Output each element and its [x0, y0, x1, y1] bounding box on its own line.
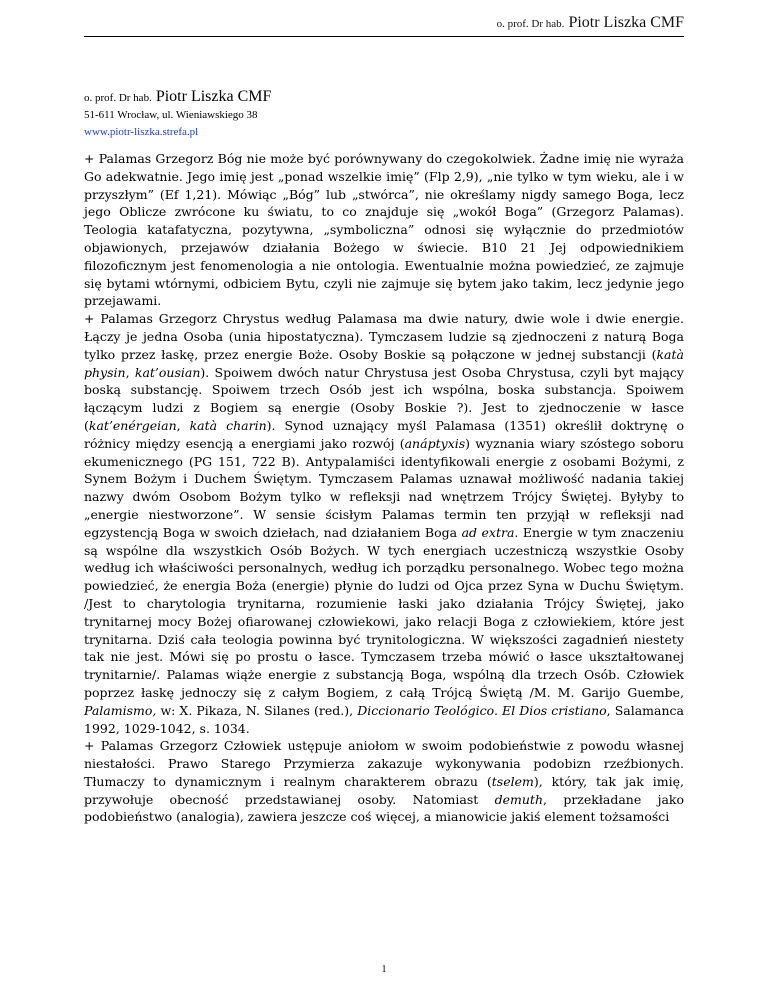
- paragraph-2: [84, 310, 684, 737]
- page-number: 1: [381, 964, 387, 975]
- italic-term: tselem: [491, 773, 534, 789]
- text-run: + Palamas Grzegorz Chrystus według Palamasa ma dwie natury, dwie wole i dwie energie. Łączy je jedna Osoba (unia hipostatyczna). Tymczasem ludzie są zjednoczeni z naturą Boga tylko przez łaskę, przez energie Boże. Osoby Boskie są połączone w jednej substancji (: [84, 311, 684, 362]
- italic-term: katà physin: [84, 346, 684, 380]
- italic-term: katà charin: [189, 417, 267, 433]
- italic-term: kat’enérgeian: [88, 417, 177, 433]
- italic-citation: Diccionario Teológico. El Dios cristiano: [357, 702, 607, 718]
- italic-term: anáptyxis: [404, 435, 466, 451]
- italic-term: ad extra: [461, 524, 515, 540]
- author-title-line: [84, 86, 271, 109]
- text-run: + Palamas Grzegorz Człowiek ustępuje aniołom w swoim podobieństwie z powodu własnej niestałości. Prawo Starego Przymierza zakazuje wykonywania podobizn rzeźbionych. Tłumaczy to dynamicznym i realnym charakterem obrazu (: [84, 738, 684, 789]
- text-run: , Salamanca 1992, 1029-1042, s. 1034.: [84, 702, 684, 736]
- author-title-prefix: o. prof. Dr hab.: [84, 92, 152, 104]
- text-run: ,: [125, 364, 135, 380]
- header-author-name: Piotr Liszka CMF: [568, 14, 684, 31]
- italic-term: kat’ousian: [134, 364, 201, 380]
- text-run: . Energie w tym znaczeniu są wspólne dla wszystkich Osób Bożych. W tych energiach uczestniczą wszystkie Osoby według ich właściwości personalnych, według ich porządku personalnego. Wobec tego można powiedzieć, że energia Boża (energie) płynie do ludzi od Ojca przez Syna w Duchu Świętym. /Jest to charytologia trynitarna, rozumienie łaski jako działania Trójcy Świętej, jako trynitarnej mocy Bożej ofiarowanej człowiekowi, jako relacji Boga z człowiekiem, które jest trynitarna. Dziś cała teologia powinna być trynitologiczna. W większości zagadnień niestety tak nie jest. Mówi się po prostu o łasce. Tymczasem trzeba mówić o łasce ukształtowanej trynitarnie/. Palamas wiąże energie z substancją Boga, wspólną dla trzech Osób. Człowiek poprzez łaskę jednoczy się z całym Bogiem, z całą Trójcą Świętą /M. M. Garijo Guembe,: [84, 524, 684, 700]
- author-website-link[interactable]: www.piotr-liszka.strefa.pl: [84, 126, 199, 138]
- text-run: ) wyznania wiary szóstego soboru ekumenicznego (PG 151, 722 B). Antypalamiści identyfikowali energie z osobami Bożymi, z Synem Bożym i Duchem Świętym. Tymczasem Palamas uznawał możliwość nadania takiej nazwy dwóm Osobom Bożym tylko w refleksji nad wnętrzem Trójcy Świętej. Byłyby to „energie niestworzone”. W sensie ścisłym Palamas termin ten przyjął w refleksji nad egzystencją Boga w swoich dziełach, nad działaniem Boga: [84, 435, 684, 540]
- author-address: 51-611 Wrocław, ul. Wieniawskiego 38: [84, 109, 258, 121]
- text-run: ,: [176, 417, 190, 433]
- paragraph-1: + Palamas Grzegorz Bóg nie może być porównywany do czegokolwiek. Żadne imię nie wyraża Go adekwatnie. Jego imię jest „ponad wszelkie imię” (Flp 2,9), „nie tylko w tym wieku, ale i w przyszłym” (Ef 1,21). Mówiąc „Bóg” lub „stwórca”, nie określamy nigdy samego Boga, lecz jego Oblicze zwrócone ku światu, to co znajduje się „wokół Boga” (Grzegorz Palamas). Teologia katafatyczna, pozytywna, „symboliczna” odnosi się wyłącznie do przedmiotów objawionych, przejawów działania Bożego w świecie. B10 21 Jej odpowiednikiem filozoficznym jest fenomenologia a nie ontologia. Ewentualnie można powiedzieć, ze zajmuje się bytami wtórnymi, odbiciem Bytu, czyli nie zajmuje się bytem jako takim, lecz jedynie jego przejawami.: [84, 151, 684, 309]
- italic-term: demuth: [494, 791, 544, 807]
- text-run: ). Synod uznający myśl Palamasa (1351) określił doktrynę o różnicy między esencją a energiami jako rozwój (: [84, 417, 684, 451]
- text-run: , przekładane jako podobieństwo (analogia), zawiera jeszcze coś więcej, a mianowicie jakiś element tożsamości: [84, 791, 685, 825]
- running-header: [497, 14, 684, 32]
- header-divider: [84, 36, 684, 37]
- text-run: ), który, tak jak imię, przywołuje obecność przedstawianej osoby. Natomiast: [84, 773, 685, 807]
- paragraph-3: [84, 737, 684, 826]
- header-title-prefix: o. prof. Dr hab.: [496, 18, 565, 30]
- text-run: ). Spoiwem dwóch natur Chrystusa jest Osoba Chrystusa, czyli byt mający boską substancję. Spoiwem trzech Osób jest ich wspólna, boska substancja. Spoiwem łączącym ludzi z Bogiem są energie (Osoby Boskie ?). Jest to zjednoczenie w łasce (: [84, 364, 684, 433]
- text-run: w: X. Pikaza, N. Silanes (red.),: [156, 702, 358, 718]
- article-body: [84, 150, 684, 826]
- italic-citation: Palamismo,: [84, 702, 157, 718]
- author-name: Piotr Liszka CMF: [155, 88, 272, 105]
- author-address-block: [84, 86, 271, 140]
